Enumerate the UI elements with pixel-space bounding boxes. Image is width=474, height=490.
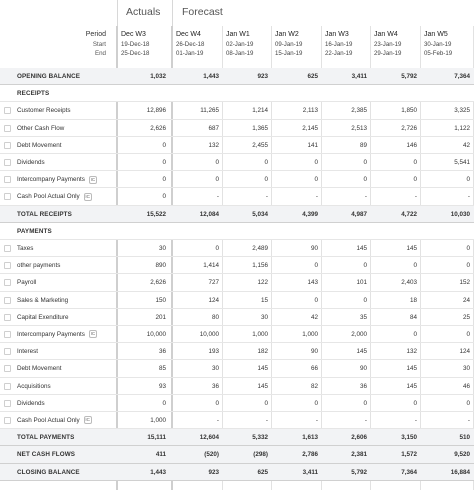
row-checkbox[interactable]	[4, 245, 11, 252]
table-cell[interactable]: 0	[314, 399, 318, 407]
table-cell[interactable]: 0	[264, 399, 268, 407]
column-start-date: 26-Dec-18	[176, 41, 205, 48]
table-cell[interactable]: 727	[208, 279, 219, 287]
row-checkbox[interactable]	[4, 125, 11, 132]
row-checkbox[interactable]	[4, 142, 11, 149]
table-cell[interactable]: 90	[359, 365, 367, 373]
table-cell[interactable]: 145	[257, 365, 268, 373]
table-row[interactable]	[0, 240, 474, 257]
column-week: Jan W3	[325, 31, 349, 38]
column-end-date: 15-Jan-19	[275, 50, 303, 57]
total-row[interactable]	[0, 68, 474, 85]
table-cell[interactable]: 5,332	[252, 434, 268, 442]
table-row[interactable]	[0, 309, 474, 326]
table-row[interactable]	[0, 120, 474, 137]
table-cell[interactable]: -	[216, 417, 219, 424]
table-cell[interactable]: 0	[215, 176, 219, 184]
intercompany-icon: IC	[90, 331, 96, 337]
table-cell[interactable]: 0	[363, 159, 367, 166]
table-cell[interactable]: 2,606	[351, 434, 367, 442]
table-cell[interactable]: 2,489	[252, 245, 268, 252]
table-cell[interactable]: 2,113	[302, 107, 318, 115]
table-cell[interactable]	[223, 223, 272, 240]
row-checkbox[interactable]	[4, 314, 11, 321]
table-cell[interactable]: 152	[459, 279, 470, 287]
table-cell[interactable]: -	[364, 193, 367, 201]
table-cell[interactable]: 1,122	[454, 124, 470, 132]
column-start-date: 16-Jan-19	[325, 41, 353, 48]
table-cell[interactable]	[173, 85, 223, 102]
period-label: Period	[85, 31, 106, 38]
row-label: Debt Movement	[17, 141, 62, 149]
table-cell[interactable]: 15,111	[147, 434, 166, 442]
table-cell[interactable]	[421, 223, 474, 240]
column-header[interactable]	[272, 26, 322, 68]
row-label: Dividends	[17, 159, 45, 166]
table-cell[interactable]	[371, 85, 421, 102]
table-cell[interactable]: 4,987	[351, 210, 367, 218]
table-cell[interactable]: 0	[466, 331, 470, 338]
table-cell[interactable]: 36	[158, 348, 166, 356]
table-cell[interactable]: 85	[158, 365, 166, 373]
table-cell[interactable]: 0	[363, 262, 367, 270]
table-cell[interactable]: 145	[257, 382, 268, 390]
row-label: Other Cash Flow	[17, 124, 65, 132]
row-label: TOTAL RECEIPTS	[17, 210, 72, 218]
table-cell[interactable]: 80	[211, 313, 219, 321]
column-start-date: 19-Dec-18	[121, 41, 150, 48]
table-cell[interactable]: 1,850	[401, 107, 417, 115]
view-header	[0, 0, 474, 26]
table-cell[interactable]: 2,455	[252, 141, 268, 149]
table-cell[interactable]: 1,000	[302, 331, 318, 338]
column-end-date: 08-Jan-19	[226, 50, 254, 57]
actuals-header[interactable]: Actuals	[126, 6, 161, 18]
table-cell[interactable]: 0	[264, 176, 268, 184]
row-checkbox[interactable]	[4, 262, 11, 269]
column-end-date: 05-Feb-19	[424, 50, 453, 57]
table-cell[interactable]: 145	[356, 348, 367, 356]
table-cell[interactable]: 0	[314, 176, 318, 184]
table-row[interactable]	[0, 274, 474, 291]
table-cell[interactable]: 510	[459, 434, 470, 442]
table-cell[interactable]: 46	[462, 382, 470, 390]
table-row[interactable]	[0, 412, 474, 429]
table-cell[interactable]: 30	[211, 365, 219, 373]
section-header-row[interactable]	[0, 85, 474, 102]
column-week: Dec W3	[121, 31, 146, 38]
table-row[interactable]	[0, 395, 474, 412]
table-cell[interactable]: 0	[413, 262, 417, 270]
row-checkbox[interactable]	[4, 417, 11, 424]
table-cell[interactable]: 2,000	[351, 331, 367, 338]
table-cell[interactable]: 16,884	[450, 468, 470, 476]
table-cell[interactable]: 687	[208, 124, 219, 132]
table-cell[interactable]: 0	[466, 245, 470, 252]
table-cell[interactable]: 5,034	[252, 210, 268, 218]
row-label: RECEIPTS	[17, 90, 50, 98]
table-cell[interactable]: 145	[406, 382, 417, 390]
row-label: Dividends	[17, 399, 45, 407]
table-cell[interactable]: 0	[363, 296, 367, 304]
table-row[interactable]	[0, 188, 474, 205]
column-start-date: 02-Jan-19	[226, 41, 254, 48]
column-end-date: 29-Jan-19	[374, 50, 402, 57]
table-cell[interactable]: 2,385	[351, 107, 367, 115]
table-cell[interactable]: 0	[466, 399, 470, 407]
row-label: Capital Exenditure	[17, 313, 69, 321]
table-cell[interactable]: 1,032	[150, 73, 166, 80]
table-cell[interactable]: 1,000	[150, 417, 166, 424]
table-cell[interactable]: 1,214	[252, 107, 268, 115]
row-label: OPENING BALANCE	[17, 73, 81, 80]
table-cell[interactable]: 10,030	[450, 210, 470, 218]
row-label: Intercompany Payments IC	[17, 176, 96, 184]
table-cell[interactable]: 0	[363, 399, 367, 407]
table-cell[interactable]: 42	[462, 141, 470, 149]
table-cell[interactable]: 89	[359, 141, 367, 149]
table-cell[interactable]: 0	[162, 176, 166, 184]
row-checkbox[interactable]	[4, 193, 11, 200]
row-label: Cash Pool Actual Only IC	[17, 417, 90, 424]
row-label: Taxes	[17, 245, 34, 252]
table-cell[interactable]: 1,414	[203, 262, 219, 270]
table-cell[interactable]: 1,572	[401, 451, 417, 459]
column-week: Jan W1	[226, 31, 250, 38]
table-cell[interactable]: 3,325	[454, 107, 470, 115]
table-cell[interactable]: 2,626	[150, 124, 166, 132]
end-label: End	[94, 50, 106, 57]
table-cell[interactable]: 201	[155, 313, 166, 321]
table-cell[interactable]: 15	[260, 296, 268, 304]
table-cell[interactable]: 4,399	[302, 210, 318, 218]
table-cell[interactable]: 132	[406, 348, 417, 356]
total-row[interactable]	[0, 446, 474, 463]
table-cell[interactable]: 0	[162, 399, 166, 407]
row-label: Debt Movement	[17, 365, 62, 373]
table-cell[interactable]	[421, 85, 474, 102]
table-row[interactable]	[0, 171, 474, 188]
period-header-row	[0, 26, 474, 68]
table-cell[interactable]: 25	[462, 313, 470, 321]
row-label: TOTAL PAYMENTS	[17, 434, 75, 442]
table-row[interactable]	[0, 343, 474, 360]
table-cell[interactable]: -	[364, 417, 367, 424]
row-checkbox[interactable]	[4, 297, 11, 304]
table-cell[interactable]: 7,364	[454, 73, 470, 80]
table-row[interactable]	[0, 378, 474, 395]
section-header-row[interactable]	[0, 223, 474, 240]
column-start-date: 23-Jan-19	[374, 41, 402, 48]
table-cell[interactable]: 2,403	[401, 279, 417, 287]
table-cell[interactable]: 2,145	[302, 124, 318, 132]
table-cell[interactable]: 18	[409, 296, 417, 304]
table-cell[interactable]: 122	[257, 279, 268, 287]
table-cell[interactable]: 182	[257, 348, 268, 356]
table-cell[interactable]: 36	[359, 382, 367, 390]
table-cell[interactable]: 3,411	[302, 468, 318, 476]
column-start-date: 09-Jan-19	[275, 41, 303, 48]
forecast-header[interactable]: Forecast	[182, 6, 223, 18]
table-cell[interactable]: 12,896	[146, 107, 166, 115]
table-cell[interactable]: 132	[208, 141, 219, 149]
row-checkbox[interactable]	[4, 159, 11, 166]
total-row[interactable]	[0, 464, 474, 481]
table-cell[interactable]: 30	[462, 365, 470, 373]
column-end-date: 25-Dec-18	[121, 50, 150, 57]
table-cell[interactable]: -	[265, 193, 268, 201]
row-checkbox[interactable]	[4, 331, 11, 338]
table-cell[interactable]	[272, 85, 322, 102]
table-cell[interactable]: 35	[359, 313, 367, 321]
table-cell[interactable]: 0	[314, 262, 318, 270]
column-header[interactable]	[322, 26, 371, 68]
table-cell[interactable]: 2,381	[351, 451, 367, 459]
table-cell[interactable]: 2,513	[351, 124, 367, 132]
table-cell[interactable]: 625	[257, 468, 268, 476]
table-cell[interactable]	[223, 85, 272, 102]
column-header[interactable]	[223, 26, 272, 68]
table-cell[interactable]: 0	[363, 176, 367, 184]
row-checkbox[interactable]	[4, 365, 11, 372]
table-row[interactable]	[0, 257, 474, 274]
table-cell[interactable]: 0	[264, 159, 268, 166]
row-label: Customer Receipts	[17, 107, 71, 115]
table-cell[interactable]: 101	[356, 279, 367, 287]
table-cell[interactable]: 0	[162, 141, 166, 149]
table-cell[interactable]: 3,150	[401, 434, 417, 442]
header-divider	[172, 0, 173, 26]
column-end-date: 01-Jan-19	[176, 50, 204, 57]
table-cell[interactable]: 3,411	[351, 73, 367, 80]
table-cell[interactable]: 1,156	[252, 262, 268, 270]
table-cell[interactable]	[118, 85, 170, 102]
table-cell[interactable]: 143	[307, 279, 318, 287]
column-header[interactable]	[421, 26, 474, 68]
table-cell[interactable]: 625	[307, 73, 318, 80]
row-label: Intercompany Payments IC	[17, 331, 96, 338]
table-cell[interactable]: 146	[406, 141, 417, 149]
row-checkbox[interactable]	[4, 348, 11, 355]
table-cell[interactable]: 1,000	[252, 331, 268, 338]
row-label: Interest	[17, 348, 38, 356]
row-checkbox[interactable]	[4, 400, 11, 407]
column-start-date: 30-Jan-19	[424, 41, 452, 48]
table-cell[interactable]: 411	[155, 451, 166, 459]
table-cell[interactable]: 42	[310, 313, 318, 321]
table-cell[interactable]: 890	[155, 262, 166, 270]
table-cell[interactable]: 2,726	[401, 124, 417, 132]
table-cell[interactable]: 66	[310, 365, 318, 373]
table-cell[interactable]: 2,626	[150, 279, 166, 287]
table-cell[interactable]: -	[216, 193, 219, 201]
row-label: other payments	[17, 262, 61, 270]
table-cell[interactable]: 0	[314, 296, 318, 304]
table-row[interactable]	[0, 154, 474, 171]
row-label: Acquisitions	[17, 382, 51, 390]
table-cell[interactable]: 124	[208, 296, 219, 304]
table-cell[interactable]: 1,365	[252, 124, 268, 132]
table-row[interactable]	[0, 360, 474, 377]
table-cell[interactable]: (298)	[253, 451, 268, 459]
table-cell[interactable]: 145	[406, 365, 417, 373]
table-cell[interactable]: 7,364	[401, 468, 417, 476]
column-week: Jan W2	[275, 31, 299, 38]
total-row[interactable]	[0, 429, 474, 446]
table-cell[interactable]: 5,792	[401, 73, 417, 80]
intercompany-icon: IC	[85, 193, 90, 199]
row-label: Sales & Marketing	[17, 296, 69, 304]
table-cell[interactable]: 0	[215, 159, 219, 166]
start-label: Start	[92, 41, 106, 48]
table-cell[interactable]: 82	[310, 382, 318, 390]
table-cell[interactable]: 145	[356, 245, 367, 252]
table-cell[interactable]: -	[315, 193, 318, 201]
table-cell[interactable]	[173, 223, 223, 240]
table-cell[interactable]: 24	[462, 296, 470, 304]
column-header[interactable]	[173, 26, 223, 68]
row-label: NET CASH FLOWS	[17, 451, 76, 459]
row-checkbox[interactable]	[4, 383, 11, 390]
table-cell[interactable]: 30	[260, 313, 268, 321]
table-cell[interactable]: 0	[413, 176, 417, 184]
table-cell[interactable]: 5,541	[454, 159, 470, 166]
table-cell[interactable]: 150	[155, 296, 166, 304]
table-cell[interactable]: 0	[466, 176, 470, 184]
intercompany-icon: IC	[90, 176, 96, 182]
column-week: Jan W5	[424, 31, 448, 38]
table-cell[interactable]: 10,000	[199, 331, 219, 338]
table-cell[interactable]: 90	[310, 348, 318, 356]
table-cell[interactable]: (520)	[204, 451, 219, 459]
table-cell[interactable]: 9,520	[454, 451, 470, 459]
table-cell[interactable]: 2,786	[302, 451, 318, 459]
table-cell[interactable]	[371, 223, 421, 240]
table-cell[interactable]: -	[467, 417, 470, 424]
table-cell[interactable]: 30	[158, 245, 166, 252]
table-cell[interactable]: 1,613	[302, 434, 318, 442]
table-cell[interactable]: 193	[208, 348, 219, 356]
column-week: Jan W4	[374, 31, 398, 38]
table-cell[interactable]: 12,604	[199, 434, 219, 442]
header-divider	[117, 0, 118, 26]
column-header[interactable]	[118, 26, 170, 68]
row-label: CLOSING BALANCE	[17, 468, 80, 476]
row-checkbox[interactable]	[4, 107, 11, 114]
table-cell[interactable]	[322, 85, 371, 102]
table-cell[interactable]: 36	[211, 382, 219, 390]
table-cell[interactable]: 84	[409, 313, 417, 321]
table-cell[interactable]: 4,722	[401, 210, 417, 218]
table-cell[interactable]: 1,443	[150, 468, 166, 476]
total-row[interactable]	[0, 206, 474, 223]
table-row[interactable]	[0, 137, 474, 154]
table-cell[interactable]: 5,792	[351, 468, 367, 476]
period-labels	[0, 26, 110, 58]
row-checkbox[interactable]	[4, 176, 11, 183]
column-header[interactable]	[371, 26, 421, 68]
table-cell[interactable]: -	[265, 417, 268, 424]
column-end-date: 22-Jan-19	[325, 50, 353, 57]
table-cell[interactable]: 923	[257, 73, 268, 80]
table-cell[interactable]: 124	[459, 348, 470, 356]
table-cell[interactable]: 15,522	[146, 210, 166, 218]
table-cell[interactable]: 93	[158, 382, 166, 390]
table-cell[interactable]: 11,265	[200, 107, 219, 115]
row-checkbox[interactable]	[4, 279, 11, 286]
table-cell[interactable]: 0	[314, 159, 318, 166]
table-cell[interactable]: 1,443	[203, 73, 219, 80]
table-cell[interactable]: 0	[413, 159, 417, 166]
table-cell[interactable]: 0	[466, 262, 470, 270]
table-cell[interactable]: 923	[208, 468, 219, 476]
table-row[interactable]	[0, 292, 474, 309]
table-cell[interactable]: 141	[307, 141, 318, 149]
table-cell[interactable]: 145	[406, 245, 417, 252]
row-label: PAYMENTS	[17, 227, 52, 235]
row-label: Cash Pool Actual Only IC	[17, 193, 90, 201]
table-cell[interactable]: 0	[162, 193, 166, 201]
table-cell[interactable]: 0	[215, 245, 219, 252]
table-cell[interactable]: -	[467, 193, 470, 201]
table-cell[interactable]	[272, 223, 322, 240]
column-week: Dec W4	[176, 31, 201, 38]
table-cell[interactable]: 0	[413, 399, 417, 407]
table-row[interactable]	[0, 102, 474, 119]
table-cell[interactable]: -	[315, 417, 318, 424]
table-cell[interactable]: -	[414, 193, 417, 201]
table-cell[interactable]: 12,084	[199, 210, 219, 218]
table-cell[interactable]: 0	[413, 331, 417, 338]
table-row[interactable]	[0, 326, 474, 343]
table-cell[interactable]: -	[414, 417, 417, 424]
table-cell[interactable]: 10,000	[146, 331, 166, 338]
table-cell[interactable]	[322, 223, 371, 240]
table-cell[interactable]: 90	[310, 245, 318, 252]
table-cell[interactable]: 0	[162, 159, 166, 166]
table-cell[interactable]: 0	[215, 399, 219, 407]
intercompany-icon: IC	[85, 417, 90, 423]
table-cell[interactable]	[118, 223, 170, 240]
row-label: Payroll	[17, 279, 37, 287]
